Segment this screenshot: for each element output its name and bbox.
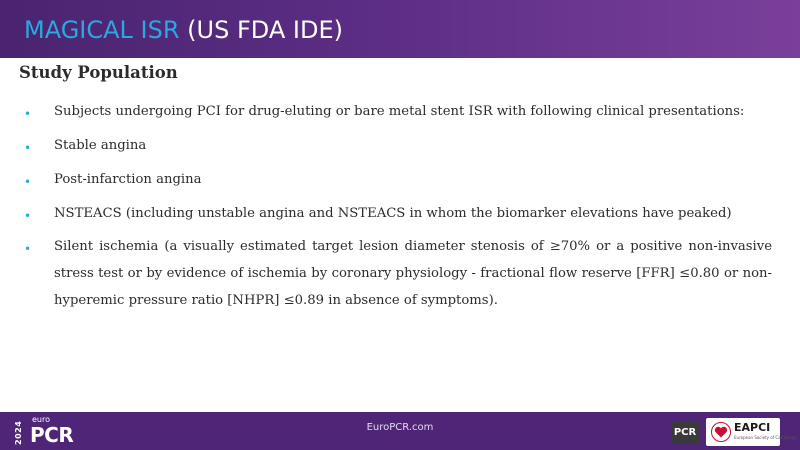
bullet-icon: • bbox=[24, 175, 32, 189]
page-title bbox=[24, 14, 343, 46]
title-rest: (US FDA IDE) bbox=[179, 16, 343, 44]
list-item: Post-infarction angina bbox=[54, 172, 202, 187]
bullet-icon: • bbox=[24, 107, 32, 121]
list-item: NSTEACS (including unstable angina and NSTEACS in whom the biomarker elevations have peaked) bbox=[54, 206, 732, 221]
eapci-sub: European Society of Cardiology bbox=[734, 435, 797, 440]
pcr-badge: PCR bbox=[671, 422, 699, 444]
eapci-logo bbox=[706, 418, 797, 446]
eapci-label: EAPCI bbox=[734, 421, 771, 434]
logo-year: 2024 bbox=[14, 420, 23, 446]
heart-icon bbox=[711, 422, 731, 442]
section-title: Study Population bbox=[19, 63, 178, 82]
bullet-icon: • bbox=[24, 242, 32, 256]
title-accent: MAGICAL ISR bbox=[24, 16, 180, 44]
list-item: Subjects undergoing PCI for drug-eluting or bare metal stent ISR with following clinical presentations: bbox=[54, 104, 745, 119]
list-item: Stable angina bbox=[54, 138, 147, 153]
header-bar bbox=[0, 0, 800, 58]
bullet-icon: • bbox=[24, 209, 32, 223]
site-link[interactable]: EuroPCR.com bbox=[366, 422, 434, 433]
bullet-icon: • bbox=[24, 141, 32, 155]
list-item: Silent ischemia (a visually estimated target lesion diameter stenosis of ≥70% or a positive non-invasive stress test or by evidence of ischemia by coronary physiology - fractional flow reserve [FFR] ≤0.80 or non-hyperemic pressure ratio [NHPR] ≤0.89 in absence of symptoms). bbox=[54, 239, 772, 308]
logo-euro: euro bbox=[32, 415, 50, 424]
footer-bar bbox=[0, 412, 800, 450]
logo-pcr: PCR bbox=[30, 423, 74, 447]
